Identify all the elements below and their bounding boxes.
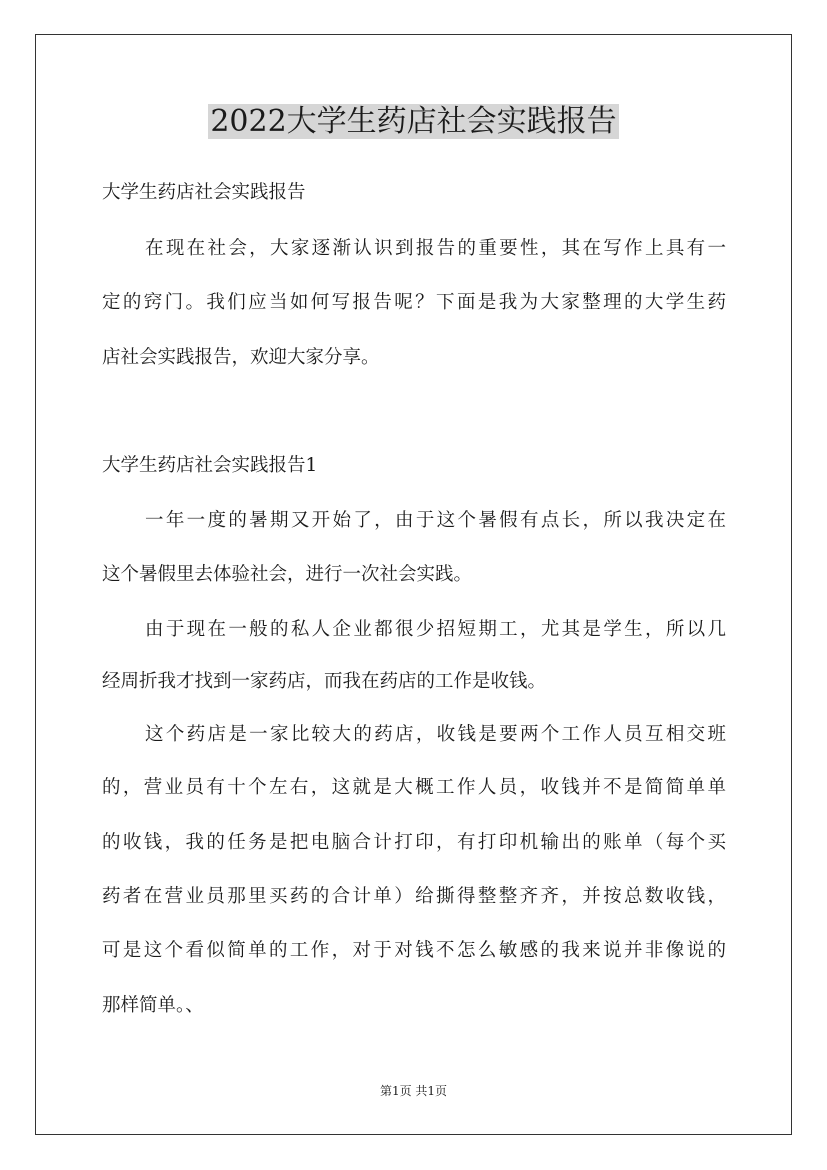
section-heading: 大学生药店社会实践报告1 xyxy=(102,455,318,476)
paragraph-line: 药者在营业员那里买药的合计单）给撕得整整齐齐，并按总数收钱， xyxy=(102,886,726,907)
paragraph-line: 一年一度的暑期又开始了，由于这个暑假有点长，所以我决定在 xyxy=(145,510,726,531)
paragraph-line: 经周折我才找到一家药店，而我在药店的工作是收钱。 xyxy=(102,671,547,692)
page-footer: 第1页 共1页 xyxy=(379,1084,448,1098)
paragraph-line: 的收钱，我的任务是把电脑合计打印，有打印机输出的账单（每个买 xyxy=(102,832,726,853)
paragraph-line: 那样简单。、 xyxy=(102,995,204,1016)
paragraph-line: 可是这个看似简单的工作，对于对钱不怎么敏感的我来说并非像说的 xyxy=(102,940,726,961)
document-title xyxy=(0,100,827,144)
paragraph-line: 这个药店是一家比较大的药店，收钱是要两个工作人员互相交班 xyxy=(145,724,726,745)
intro-line: 定的窍门。我们应当如何写报告呢？下面是我为大家整理的大学生药 xyxy=(102,292,726,313)
paragraph-line: 的，营业员有十个左右，这就是大概工作人员，收钱并不是简简单单 xyxy=(102,777,726,798)
document-subtitle: 大学生药店社会实践报告 xyxy=(102,182,306,203)
paragraph-line: 这个暑假里去体验社会，进行一次社会实践。 xyxy=(102,564,473,585)
document-title-text: 2022大学生药店社会实践报告 xyxy=(210,104,617,139)
intro-line: 在现在社会，大家逐渐认识到报告的重要性，其在写作上具有一 xyxy=(145,238,726,259)
intro-line: 店社会实践报告，欢迎大家分享。 xyxy=(102,347,380,368)
paragraph-line: 由于现在一般的私人企业都很少招短期工，尤其是学生，所以几 xyxy=(145,619,726,640)
